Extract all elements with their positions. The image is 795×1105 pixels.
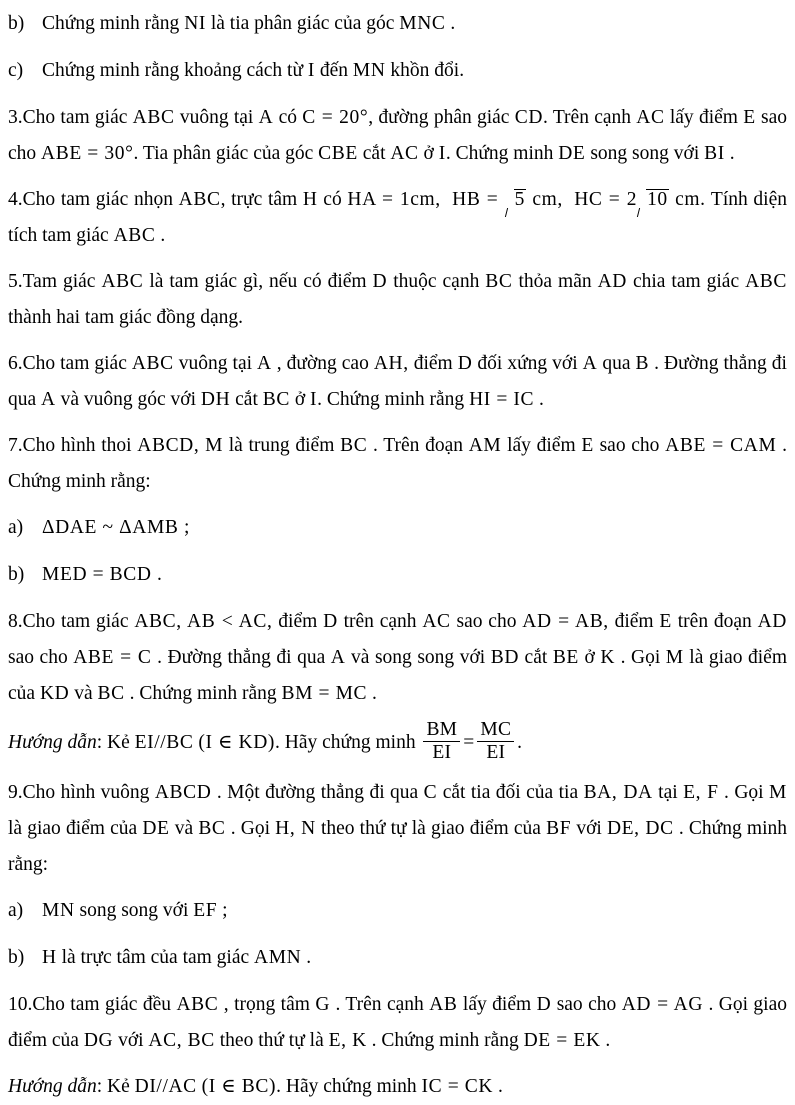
equals-sign: = <box>463 732 475 754</box>
item-text-7a: ΔDAE ~ ΔAMB ; <box>42 517 190 538</box>
problem-5: 5.Tam giác ABC là tam giác gì, nếu có điểm D thuộc cạnh BC thỏa mãn AD chia tam giác ABC thành hai tam giác đồng dạng. <box>8 271 787 328</box>
sqrt-expression-hb: HB = 5 cm, <box>452 189 563 210</box>
hint-problem-10: Hướng dẫn: Kẻ DI//AC (I ∈ BC). Hãy chứng minh IC = CK . <box>8 1075 503 1097</box>
hint-label: Hướng dẫn <box>8 732 97 754</box>
item-label-9a: a) <box>8 899 24 921</box>
list-item-b <box>8 6 787 42</box>
item-label-9b: b) <box>8 946 25 968</box>
problem-number-10: 10. <box>8 993 33 1015</box>
problem-number-7: 7. <box>8 435 23 456</box>
problem-4: 4.Cho tam giác nhọn ABC, trực tâm H có HA = 1cm, HB = 5 cm, HC = 2 10 cm. Tính diện tích tam giác ABC . <box>8 182 787 254</box>
radical-sign: 5 <box>505 182 526 218</box>
problem-7: 7.Cho hình thoi ABCD, M là trung điểm BC . Trên đoạn AM lấy điểm E sao cho ABE = CAM . Chứng minh rằng: <box>8 435 788 492</box>
problem-number-8: 8. <box>8 611 23 632</box>
problem-6: 6.Cho tam giác ABC vuông tại A , đường cao AH, điểm D đối xứng với A qua B . Đường thẳng đi qua A và vuông góc với DH cắt BC ở I. Chứng minh rằng HI = IC . <box>8 353 787 410</box>
item-label-b: b) <box>8 13 25 34</box>
problem-10: 10.Cho tam giác đều ABC , trọng tâm G . Trên cạnh AB lấy điểm D sao cho AD = AG . Gọi giao điểm của DG với AC, BC theo thứ tự là E, K . Chứng minh rằng DE = EK . <box>8 993 787 1051</box>
hint-label: Hướng dẫn <box>8 1075 97 1097</box>
item-text-c: Chứng minh rằng khoảng cách từ I đến MN khồn đổi. <box>42 60 465 81</box>
sqrt-expression-hc: HC = 2 10 cm. <box>574 189 705 210</box>
radical-sign: 10 <box>637 182 669 218</box>
hint-problem-8: Hướng dẫn: Kẻ EI//BC (I ∈ KD). Hãy chứng minh $\frac{BM}{EI}$ = $\frac{MC}{EI}$ . <box>8 719 523 764</box>
problem-3: 3.Cho tam giác ABC vuông tại A có C = 20°, đường phân giác CD. Trên cạnh AC lấy điểm E sao cho ABE = 30°. Tia phân giác của góc CBE cắt AC ở I. Chứng minh DE song song với BI . <box>8 107 787 164</box>
problem-number-5: 5. <box>8 271 23 292</box>
item-text-9a: MN song song với EF ; <box>42 899 228 921</box>
item-label-c: c) <box>8 60 24 81</box>
problem-number-9: 9. <box>8 781 23 803</box>
problem-9: 9.Cho hình vuông ABCD . Một đường thẳng đi qua C cắt tia đối của tia BA, DA tại E, F . Gọi M là giao điểm của DE và BC . Gọi H, N theo thứ tự là giao điểm của BF với DE, DC . Chứng minh rằng: <box>8 781 788 875</box>
item-label-7a: a) <box>8 517 24 538</box>
list-item-9b <box>8 940 787 976</box>
problem-number-3: 3. <box>8 107 23 128</box>
list-item-7b <box>8 557 787 593</box>
item-text-b: Chứng minh rằng NI là tia phân giác của góc MNC . <box>42 13 456 34</box>
item-text-9b: H là trực tâm của tam giác AMN . <box>42 946 312 968</box>
item-text-7b: MED = BCD . <box>42 564 163 585</box>
item-label-7b: b) <box>8 564 25 585</box>
list-item-7a <box>8 510 787 546</box>
list-item-c <box>8 53 787 89</box>
list-item-9a <box>8 893 787 929</box>
problem-8: 8.Cho tam giác ABC, AB < AC, điểm D trên cạnh AC sao cho AD = AB, điểm E trên đoạn AD sao cho ABE = C . Đường thẳng đi qua A và song song với BD cắt BE ở K . Gọi M là giao điểm của KD và BC . Chứng minh rằng BM = MC . <box>8 611 788 704</box>
problem-number-6: 6. <box>8 353 23 374</box>
fraction-bm-ei: $\frac{BM}{EI}$ <box>423 720 460 764</box>
fraction-mc-ei: $\frac{MC}{EI}$ <box>477 720 514 764</box>
problem-number-4: 4. <box>8 189 23 210</box>
